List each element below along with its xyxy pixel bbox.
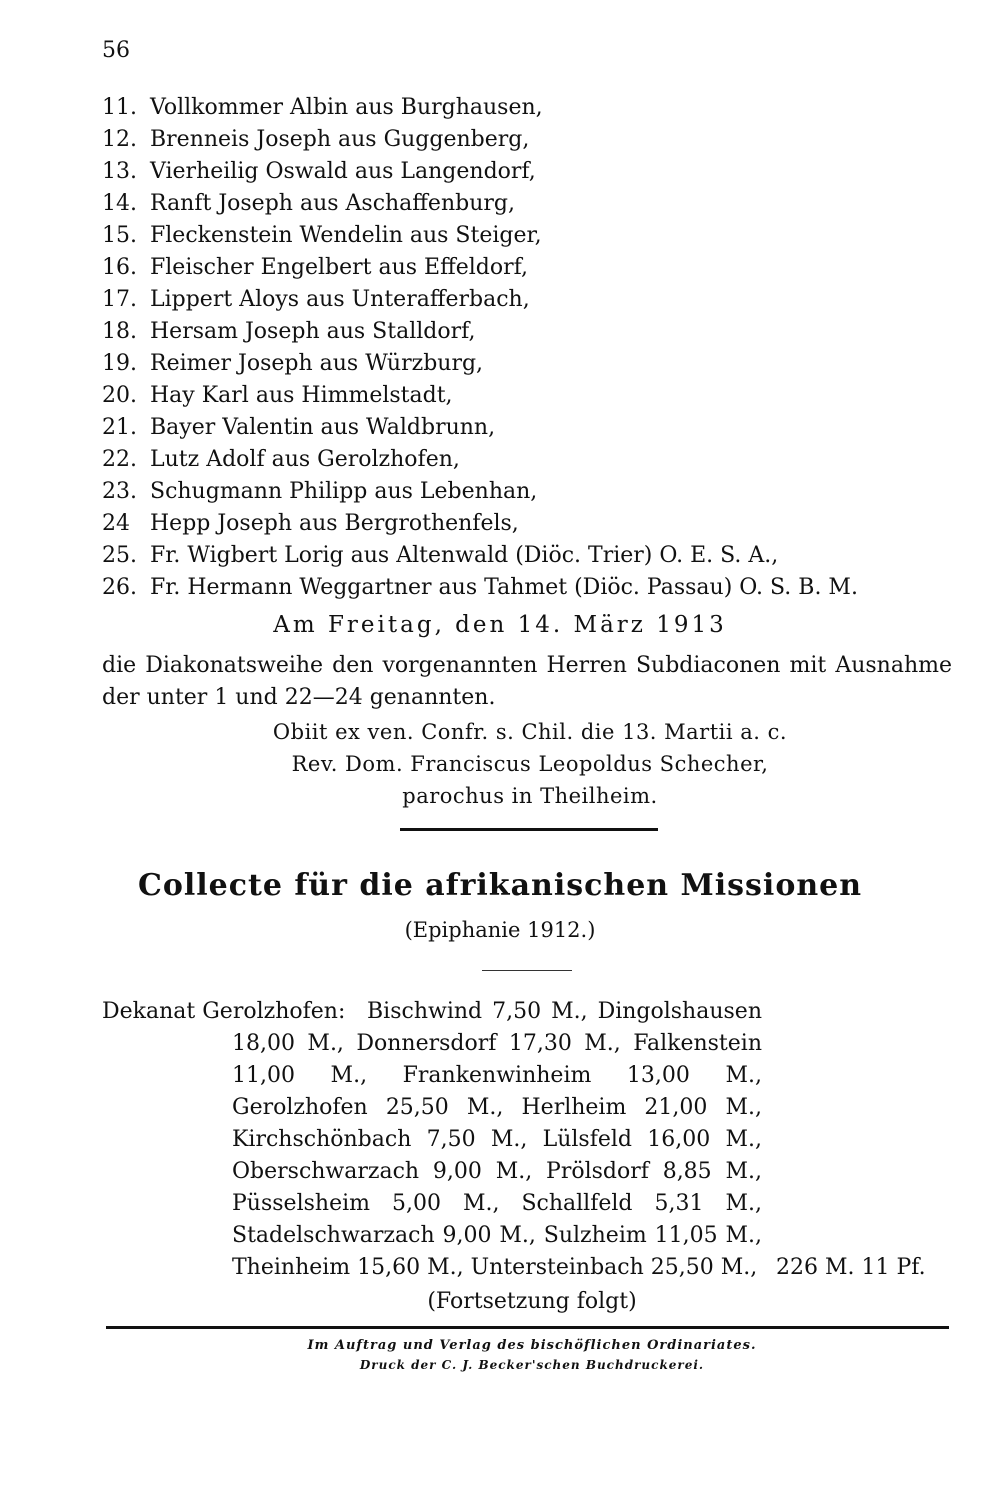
- list-item: [102, 252, 952, 284]
- collection-total: 226 M. 11 Pf.: [776, 1255, 926, 1280]
- list-item-text: Lutz Adolf aus Gerolzhofen,: [150, 447, 460, 472]
- collection-title: Collecte für die afrikanischen Missionen: [137, 868, 863, 903]
- imprint-publisher: Im Auftrag und Verlag des bischöflichen Ordinariates.: [307, 1338, 757, 1353]
- list-item-number: 21.: [102, 415, 137, 440]
- imprint-printer: Druck der C. J. Becker'schen Buchdruckerei.: [359, 1358, 705, 1372]
- list-item: [102, 92, 952, 124]
- list-item: [102, 540, 952, 572]
- page-number: 56: [102, 38, 130, 63]
- list-item-text: Fr. Hermann Weggartner aus Tahmet (Diöc. Passau) O. S. B. M.: [150, 575, 858, 600]
- list-item-number: 12.: [102, 127, 137, 152]
- list-item-text: Schugmann Philipp aus Lebenhan,: [150, 479, 538, 504]
- subtitle-divider: [482, 970, 572, 971]
- list-item-text: Fleckenstein Wendelin aus Steiger,: [150, 223, 542, 248]
- list-item-number: 15.: [102, 223, 137, 248]
- obituary-notice: [200, 716, 860, 812]
- list-item-text: Brenneis Joseph aus Guggenberg,: [150, 127, 530, 152]
- list-item-text: Bayer Valentin aus Waldbrunn,: [150, 415, 496, 440]
- list-item-text: Vierheilig Oswald aus Langendorf,: [150, 159, 536, 184]
- list-item-number: 22.: [102, 447, 137, 472]
- list-item: [102, 124, 952, 156]
- list-item-text: Lippert Aloys aus Unterafferbach,: [150, 287, 530, 312]
- list-item-text: Fr. Wigbert Lorig aus Altenwald (Diöc. Trier) O. E. S. A.,: [150, 543, 779, 568]
- list-item: [102, 156, 952, 188]
- list-item-number: 25.: [102, 543, 137, 568]
- list-item: [102, 348, 952, 380]
- list-item-number: 20.: [102, 383, 137, 408]
- list-item: [102, 508, 952, 540]
- list-item-text: Hersam Joseph aus Stalldorf,: [150, 319, 476, 344]
- deanery-label: Dekanat Gerolzhofen:: [102, 999, 346, 1024]
- obituary-line: Rev. Dom. Franciscus Leopoldus Schecher,: [291, 752, 769, 776]
- list-item: [102, 316, 952, 348]
- list-item-text: Vollkommer Albin aus Burghausen,: [150, 95, 543, 120]
- list-item-text: Ranft Joseph aus Aschaffenburg,: [150, 191, 515, 216]
- list-item-number: 17.: [102, 287, 137, 312]
- list-item-number: 24: [102, 511, 130, 536]
- list-item-text: Hay Karl aus Himmelstadt,: [150, 383, 453, 408]
- ordination-list: [102, 92, 952, 604]
- ordination-date-heading: Am Freitag, den 14. März 1913: [273, 612, 727, 638]
- list-item-text: Reimer Joseph aus Würzburg,: [150, 351, 484, 376]
- continuation-note: (Fortsetzung folgt): [427, 1289, 637, 1314]
- list-item: [102, 188, 952, 220]
- list-item: [102, 220, 952, 252]
- list-item-number: 23.: [102, 479, 137, 504]
- list-item: [102, 412, 952, 444]
- list-item-number: 16.: [102, 255, 137, 280]
- donations-text: Bischwind 7,50 M., Dingolshausen 18,00 M., Donnersdorf 17,30 M., Falkenstein 11,00 M., Frankenwinheim 13,00 M., Gerolzhofen 25,50 M., Herlheim 21,00 M., Kirchschönbach 7,50 M., Lülsfeld 16,00 M., Oberschwarzach 9,00 M., Prölsdorf 8,85 M., Püsselsheim 5,00 M., Schallfeld 5,31 M., Stadelschwarzach 9,00 M., Sulzheim 11,05 M., Theinheim 15,60 M., Untersteinbach 25,50 M.,: [232, 999, 762, 1280]
- list-item: [102, 284, 952, 316]
- list-item-number: 13.: [102, 159, 137, 184]
- list-item: [102, 476, 952, 508]
- list-item-number: 19.: [102, 351, 137, 376]
- list-item-number: 26.: [102, 575, 137, 600]
- list-item-number: 18.: [102, 319, 137, 344]
- list-item: [102, 380, 952, 412]
- list-item-text: Fleischer Engelbert aus Effeldorf,: [150, 255, 528, 280]
- list-item-number: 11.: [102, 95, 137, 120]
- list-item: [102, 444, 952, 476]
- obituary-line: Obiit ex ven. Confr. s. Chil. die 13. Martii a. c.: [272, 720, 788, 744]
- section-divider: [400, 828, 658, 831]
- list-item: [102, 572, 952, 604]
- obituary-line: parochus in Theilheim.: [402, 784, 658, 808]
- ordination-paragraph: die Diakonatsweihe den vorgenannten Herren Subdiaconen mit Ausnahme der unter 1 und 22—24 genannten.: [102, 653, 952, 710]
- list-item-text: Hepp Joseph aus Bergrothenfels,: [150, 511, 519, 536]
- collection-subtitle: (Epiphanie 1912.): [404, 918, 596, 942]
- footer-divider: [106, 1326, 949, 1329]
- list-item-number: 14.: [102, 191, 137, 216]
